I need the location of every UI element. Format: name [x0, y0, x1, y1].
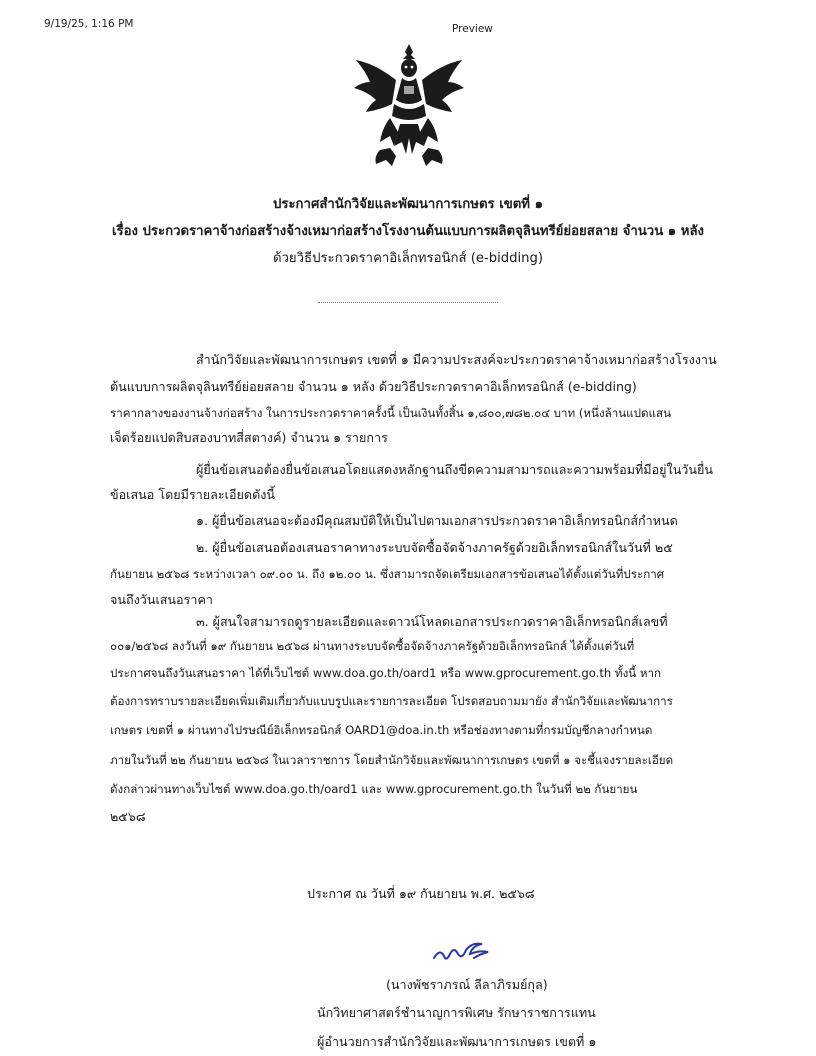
paragraph-1-line-4: เจ็ดร้อยแปดสิบสองบาทสี่สตางค์) จำนวน ๑ รายการ [110, 430, 388, 445]
announcement-date: ประกาศ ณ วันที่ ๑๙ กันยายน พ.ศ. ๒๕๖๘ [307, 886, 535, 901]
signer-position-line-1: นักวิทยาศาสตร์ชำนาญการพิเศษ รักษาราชการแทน [317, 1005, 596, 1020]
list-item-3-line-8: ๒๕๖๘ [110, 809, 146, 824]
paragraph-2-line-1: ผู้ยื่นข้อเสนอต้องยื่นข้อเสนอโดยแสดงหลักฐานถึงขีดความสามารถและความพร้อมที่มีอยู่ในวันยื่น [196, 462, 713, 477]
handwritten-signature [430, 942, 500, 968]
paragraph-1-line-1: สำนักวิจัยและพัฒนาการเกษตร เขตที่ ๑ มีความประสงค์จะประกวดราคาจ้างเหมาก่อสร้างโรงงาน [196, 352, 717, 367]
list-item-2-line-1: ๒. ผู้ยื่นข้อเสนอต้องเสนอราคาทางระบบจัดซื้อจัดจ้างภาครัฐด้วยอิเล็กทรอนิกส์ในวันที่ ๒๕ [196, 540, 673, 555]
print-app-name: Preview [452, 23, 493, 35]
list-item-1: ๑. ผู้ยื่นข้อเสนอจะต้องมีคุณสมบัติให้เป็นไปตามเอกสารประกวดราคาอิเล็กทรอนิกส์กำหนด [196, 513, 678, 528]
garuda-emblem-icon [350, 40, 468, 170]
paragraph-1-line-3: ราคากลางของงานจ้างก่อสร้าง ในการประกวดราคาครั้งนี้ เป็นเงินทั้งสิ้น ๑,๘๐๐,๗๘๒.๐๔ บาท (หนึ่งล้านแปดแสน [110, 406, 671, 420]
list-item-3-line-5: เกษตร เขตที่ ๑ ผ่านทางไปรษณีย์อิเล็กทรอนิกส์ OARD1@doa.in.th หรือช่องทางตามที่กรมบัญชีกลางกำหนด [110, 723, 653, 737]
paragraph-2-line-2: ข้อเสนอ โดยมีรายละเอียดดังนี้ [110, 487, 276, 502]
announcement-subject: เรื่อง ประกวดราคาจ้างก่อสร้างจ้างเหมาก่อสร้างโรงงานต้นแบบการผลิตจุลินทรีย์ย่อยสลาย จำนวน ๑ หลัง [112, 224, 704, 239]
list-item-3-line-7: ดังกล่าวผ่านทางเว็บไซต์ www.doa.go.th/oard1 และ www.gprocurement.go.th ในวันที่ ๒๒ กันยายน [110, 782, 638, 796]
list-item-2-line-3: จนถึงวันเสนอราคา [110, 592, 213, 607]
print-datetime: 9/19/25, 1:16 PM [44, 18, 134, 30]
announcement-method: ด้วยวิธีประกวดราคาอิเล็กทรอนิกส์ (e-bidding) [272, 251, 544, 266]
list-item-2-line-2: กันยายน ๒๕๖๘ ระหว่างเวลา ๐๙.๐๐ น. ถึง ๑๒.๐๐ น. ซึ่งสามารถจัดเตรียมเอกสารข้อเสนอได้ตั้งแต่วันที่ประกาศ [110, 567, 665, 581]
paragraph-1-line-2: ต้นแบบการผลิตจุลินทรีย์ย่อยสลาย จำนวน ๑ หลัง ด้วยวิธีประกวดราคาอิเล็กทรอนิกส์ (e-bidding) [110, 379, 637, 394]
signer-position-line-2: ผู้อำนวยการสำนักวิจัยและพัฒนาการเกษตร เขตที่ ๑ [317, 1034, 597, 1049]
announcement-title: ประกาศสำนักวิจัยและพัฒนาการเกษตร เขตที่ ๑ [273, 197, 543, 212]
list-item-3-line-3: ประกาศจนถึงวันเสนอราคา ได้ที่เว็บไซต์ www.doa.go.th/oard1 หรือ www.gprocurement.go.th ทั้งนี้ หาก [110, 666, 662, 680]
list-item-3-line-4: ต้องการทราบรายละเอียดเพิ่มเติมเกี่ยวกับแบบรูปและรายการละเอียด โปรดสอบถามมายัง สำนักวิจัยและพัฒนาการ [110, 694, 673, 708]
signer-name: (นางพัชราภรณ์ ลีลาภิรมย์กุล) [386, 977, 548, 992]
list-item-3-line-1: ๓. ผู้สนใจสามารถดูรายละเอียดและดาวน์โหลดเอกสารประกวดราคาอิเล็กทรอนิกส์เลขที่ [196, 614, 668, 629]
heading-divider [318, 302, 498, 303]
list-item-3-line-6: ภายในวันที่ ๒๒ กันยายน ๒๕๖๘ ในเวลาราชการ โดยสำนักวิจัยและพัฒนาการเกษตร เขตที่ ๑ จะชี้แจงรายละเอียด [110, 753, 674, 767]
list-item-3-line-2: ๐๐๑/๒๕๖๘ ลงวันที่ ๑๙ กันยายน ๒๕๖๘ ผ่านทางระบบจัดซื้อจัดจ้างภาครัฐด้วยอิเล็กทรอนิกส์ ได้ตั้งแต่วันที่ [110, 639, 635, 653]
